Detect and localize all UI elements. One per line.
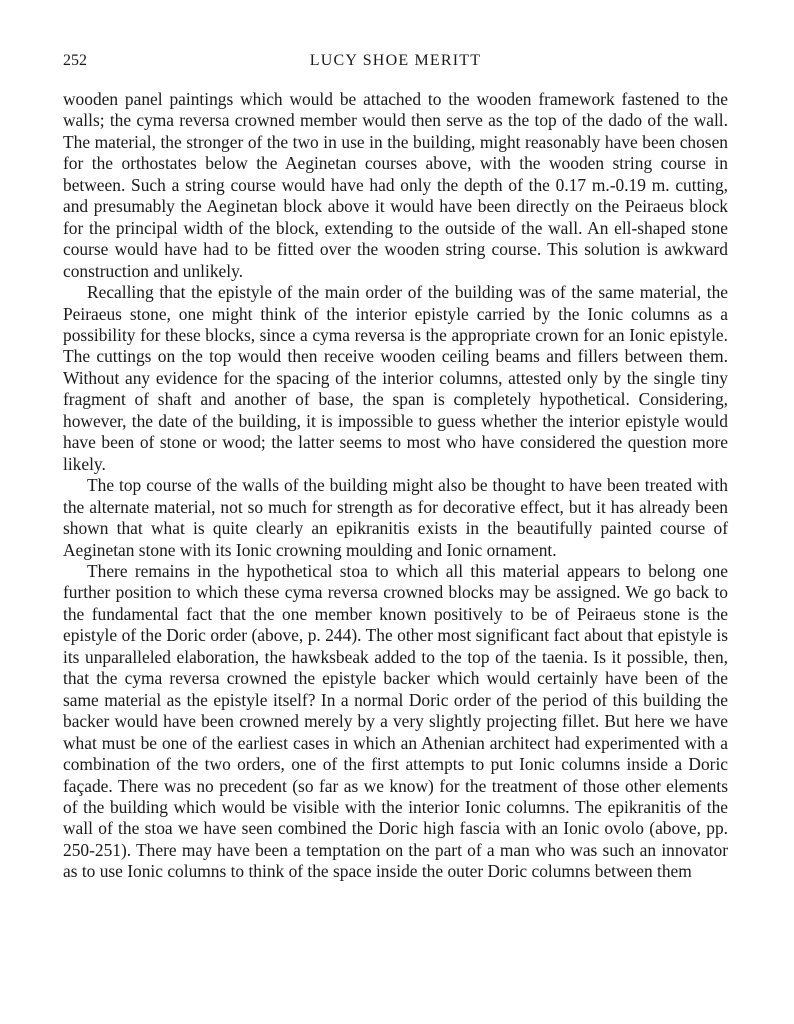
paragraph-4: There remains in the hypothetical stoa to which all this material appears to belong one further position to which these cyma reversa crowned blocks may be assigned. We go back to the fundamental fact that the one member known positively to be of Peiraeus stone is the epistyle of the Doric order (above, p. 244). The other most significant fact about that epistyle is its unparalleled elaboration, the hawksbeak added to the top of the taenia. Is it possible, then, that the cyma reversa crowned the epistyle backer which would certainly have been of the same material as the epistyle itself? In a normal Doric order of the period of this building the backer would have been crowned merely by a very slightly projecting fillet. But here we have what must be one of the earliest cases in which an Athenian architect had experimented with a combination of the two orders, one of the first attempts to put Ionic columns inside a Doric façade. There was no precedent (so far as we know) for the treatment of those other elements of the building which would be visible with the interior Ionic columns. The epikranitis of the wall of the stoa we have seen combined the Doric high fascia with an Ionic ovolo (above, pp. 250-251). There may have been a temptation on the part of a man who was such an innovator as to use Ionic columns to think of the space inside the outer Doric columns between them — [63, 560, 728, 882]
running-title: LUCY SHOE MERITT — [309, 52, 482, 69]
paragraph-1: wooden panel paintings which would be attached to the wooden framework fastened to the walls; the cyma reversa crowned member would then serve as the top of the dado of the wall. The material, the stronger of the two in use in the building, might reasonably have been chosen for the orthostates below the Aeginetan courses above, with the wooden string course in between. Such a string course would have had only the depth of the 0.17 m.-0.19 m. cutting, and presumably the Aeginetan block above it would have been directly on the Peiraeus block for the principal width of the block, extending to the outside of the wall. An ell-shaped stone course would have had to be fitted over the wooden string course. This solution is awkward construction and unlikely. — [63, 89, 728, 281]
running-header — [63, 52, 728, 76]
paragraph-2: Recalling that the epistyle of the main order of the building was of the same material, the Peiraeus stone, one might think of the interior epistyle carried by the Ionic columns as a possibility for these blocks, since a cyma reversa is the appropriate crown for an Ionic epistyle. The cuttings on the top would then receive wooden ceiling beams and fillers between them. Without any evidence for the spacing of the interior columns, attested only by the single tiny fragment of shaft and another of base, the span is completely hypothetical. Considering, however, the date of the building, it is impossible to guess whether the interior epistyle would have been of stone or wood; the latter seems to most who have considered the question more likely. — [63, 282, 728, 474]
body-text — [63, 89, 728, 883]
page-number: 252 — [63, 52, 87, 69]
paragraph-3: The top course of the walls of the building might also be thought to have been treated with the alternate material, not so much for strength as for decorative effect, but it has already been shown that what is quite clearly an epikranitis exists in the beautifully painted course of Aeginetan stone with its Ionic crowning moulding and Ionic ornament. — [63, 475, 728, 560]
